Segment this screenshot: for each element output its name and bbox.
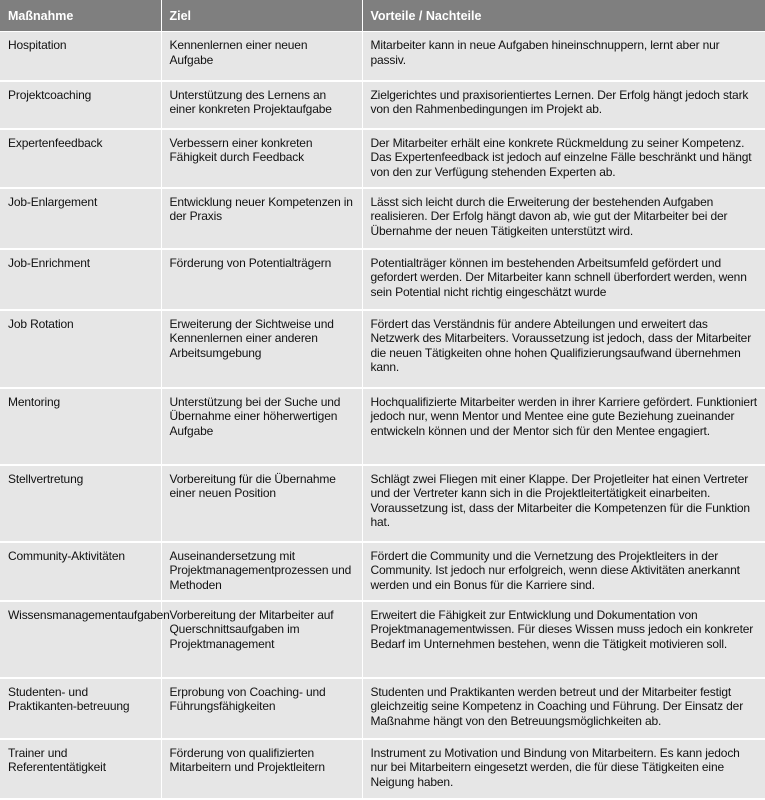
cell-ziel: Auseinandersetzung mit Projektmanagementprozessen und Methoden (161, 542, 362, 601)
cell-vorteile: Mitarbeiter kann in neue Aufgaben hineinschnuppern, lernt aber nur passiv. (362, 32, 765, 81)
cell-vorteile: Lässt sich leicht durch die Erweiterung der bestehenden Aufgaben realisieren. Der Erfolg hängt davon ab, wie gut der Mitarbeiter bei der Übernahme der neuen Tätigkeiten unterstützt wird. (362, 188, 765, 249)
cell-vorteile: Schlägt zwei Fliegen mit einer Klappe. Der Projetleiter hat einen Vertreter und der Vertreter kann sich in die Projektleitertätigkeit einarbeiten. Voraussetzung ist, dass der Mitarbeiter die Kompetenzen für die Funktion hat. (362, 465, 765, 542)
cell-massnahme: Hospitation (0, 32, 161, 81)
table-header (0, 0, 765, 32)
table-row (0, 465, 765, 542)
cell-massnahme: Projektcoaching (0, 81, 161, 129)
table-row (0, 188, 765, 249)
cell-ziel: Vorbereitung für die Übernahme einer neuen Position (161, 465, 362, 542)
cell-vorteile: Studenten und Praktikanten werden betreut und der Mitarbeiter festigt gleichzeitig seine Kompetenz in Coaching und Führung. Der Einsatz der Maßnahme hängt von den Betreuungsmöglichkeiten ab. (362, 678, 765, 739)
table-row (0, 32, 765, 81)
cell-massnahme: Expertenfeedback (0, 129, 161, 188)
cell-ziel: Erprobung von Coaching- und Führungsfähigkeiten (161, 678, 362, 739)
cell-massnahme: Stellvertretung (0, 465, 161, 542)
cell-ziel: Förderung von qualifizierten Mitarbeitern und Projektleitern (161, 739, 362, 799)
cell-vorteile: Fördert das Verständnis für andere Abteilungen und erweitert das Netzwerk des Mitarbeiters. Voraussetzung ist jedoch, dass der Mitarbeiter die neuen Tätigkeiten ohne hohen Qualifizierungsaufwand übernehmen kann. (362, 310, 765, 388)
cell-ziel: Unterstützung des Lernens an einer konkreten Projektaufgabe (161, 81, 362, 129)
cell-ziel: Entwicklung neuer Kompetenzen in der Praxis (161, 188, 362, 249)
cell-massnahme: Job-Enlargement (0, 188, 161, 249)
cell-ziel: Unterstützung bei der Suche und Übernahme einer höherwertigen Aufgabe (161, 388, 362, 465)
table-row (0, 739, 765, 799)
cell-massnahme: Job Rotation (0, 310, 161, 388)
cell-ziel: Erweiterung der Sichtweise und Kennenlernen einer anderen Arbeitsumgebung (161, 310, 362, 388)
table-body (0, 32, 765, 799)
cell-massnahme: Community-Aktivitäten (0, 542, 161, 601)
table-row (0, 249, 765, 310)
header-row (0, 0, 765, 32)
cell-ziel: Kennenlernen einer neuen Aufgabe (161, 32, 362, 81)
header-ziel: Ziel (161, 0, 362, 32)
table-row (0, 310, 765, 388)
cell-vorteile: Potentialträger können im bestehenden Arbeitsumfeld gefördert und gefordert werden. Der Mitarbeiter kann schnell überfordert werden, wenn sein Potential nicht richtig eingeschätzt wurde (362, 249, 765, 310)
cell-vorteile: Fördert die Community und die Vernetzung des Projektleiters in der Community. Ist jedoch nur erfolgreich, wenn diese Aktivitäten anerkannt werden und ein Bonus für die Karriere sind. (362, 542, 765, 601)
cell-massnahme: Studenten- und Praktikanten-betreuung (0, 678, 161, 739)
table-row (0, 678, 765, 739)
cell-massnahme: Job-Enrichment (0, 249, 161, 310)
cell-ziel: Verbessern einer konkreten Fähigkeit durch Feedback (161, 129, 362, 188)
cell-vorteile: Instrument zu Motivation und Bindung von Mitarbeitern. Es kann jedoch nur bei Mitarbeitern eingesetzt werden, die für diese Tätigkeiten eine Neigung haben. (362, 739, 765, 799)
cell-vorteile: Erweitert die Fähigkeit zur Entwicklung und Dokumentation von Projektmanagementwissen. Für dieses Wissen muss jedoch ein konkreter Bedarf im Unternehmen bestehen, wenn die Tätigkeit motivieren soll. (362, 601, 765, 678)
table-row (0, 81, 765, 129)
cell-vorteile: Der Mitarbeiter erhält eine konkrete Rückmeldung zu seiner Kompetenz. Das Expertenfeedback ist jedoch auf einzelne Fälle beschränkt und hängt von den zur Verfügung stehenden Experten ab. (362, 129, 765, 188)
cell-massnahme: Trainer und Referententätigkeit (0, 739, 161, 799)
header-vorteile-nachteile: Vorteile / Nachteile (362, 0, 765, 32)
cell-ziel: Förderung von Potentialträgern (161, 249, 362, 310)
header-massnahme: Maßnahme (0, 0, 161, 32)
cell-massnahme: Wissensmanagementaufgaben (0, 601, 161, 678)
table-row (0, 601, 765, 678)
cell-vorteile: Hochqualifizierte Mitarbeiter werden in ihrer Karriere gefördert. Funktioniert jedoch nur, wenn Mentor und Mentee eine gute Beziehung zueinander entwickeln können und der Mentor sich für den Mentee engagiert. (362, 388, 765, 465)
table-row (0, 388, 765, 465)
table-row (0, 542, 765, 601)
cell-massnahme: Mentoring (0, 388, 161, 465)
table-row (0, 129, 765, 188)
cell-ziel: Vorbereitung der Mitarbeiter auf Querschnittsaufgaben im Projektmanagement (161, 601, 362, 678)
cell-vorteile: Zielgerichtes und praxisorientiertes Lernen. Der Erfolg hängt jedoch stark von den Rahmenbedingungen im Projekt ab. (362, 81, 765, 129)
